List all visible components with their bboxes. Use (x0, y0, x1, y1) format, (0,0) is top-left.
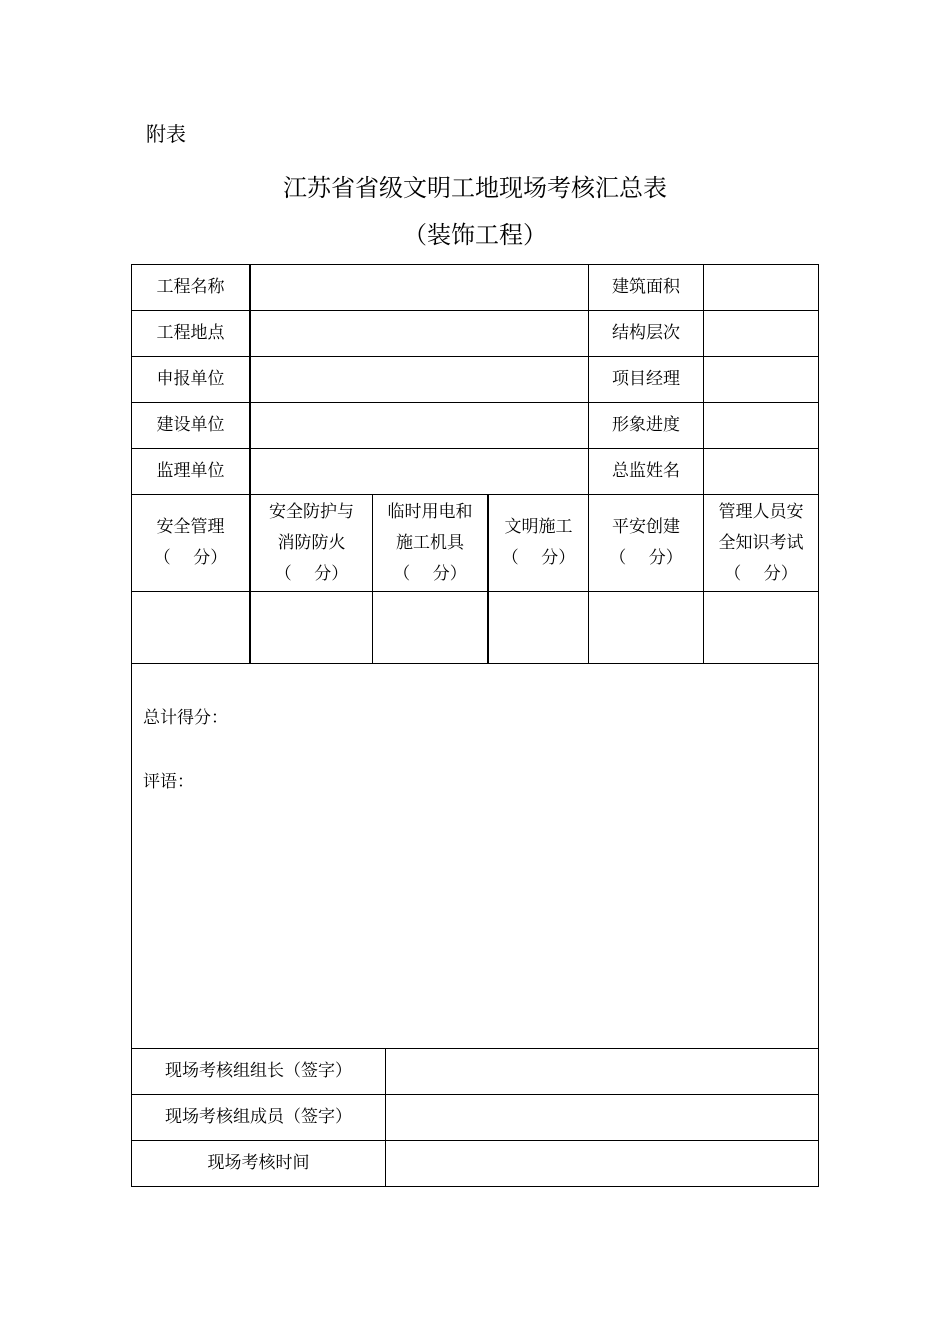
score-safety-management[interactable] (132, 592, 249, 663)
score-safety-protection-fire[interactable] (251, 592, 372, 663)
label-project-location: 工程地点 (156, 323, 225, 343)
label-assessment-time: 现场考核时间 (207, 1153, 310, 1173)
form-subtitle: （装饰工程） (403, 221, 547, 249)
field-progress[interactable] (704, 403, 818, 448)
field-applicant-unit[interactable] (251, 357, 588, 402)
label-project-manager: 项目经理 (612, 369, 680, 389)
label-chief-supervisor: 总监姓名 (612, 461, 680, 481)
header-temporary-power-machinery (373, 495, 487, 591)
header-line: （ 分） (724, 563, 798, 584)
header-civilized-construction (489, 495, 588, 591)
table-border-bottom (131, 1186, 819, 1187)
label-applicant-unit: 申报单位 (156, 369, 225, 389)
header-line: （ 分） (274, 563, 349, 584)
field-supervision-unit[interactable] (251, 449, 588, 494)
header-line: 临时用电和 (387, 501, 473, 522)
header-line: 安全管理 (156, 517, 225, 537)
field-project-manager[interactable] (704, 357, 818, 402)
header-safe-creation (589, 495, 703, 591)
header-line: 平安创建 (612, 517, 680, 537)
label-progress: 形象进度 (612, 415, 680, 435)
score-safe-creation[interactable] (589, 592, 703, 663)
label-supervision-unit: 监理单位 (156, 461, 225, 481)
label-building-area: 建筑面积 (612, 277, 680, 297)
score-staff-safety-exam[interactable] (704, 592, 818, 663)
label-team-member-signature: 现场考核组成员（签字） (165, 1107, 352, 1127)
field-construction-unit[interactable] (251, 403, 588, 448)
label-structure-floors: 结构层次 (612, 323, 680, 343)
score-temporary-power-machinery[interactable] (373, 592, 487, 663)
field-team-leader-signature[interactable] (386, 1049, 818, 1094)
header-line: 施工机具 (396, 532, 464, 553)
table-border-right (818, 264, 819, 1187)
header-staff-safety-exam (704, 495, 818, 591)
header-line: （ 分） (153, 548, 228, 568)
comment-label: 评语： (143, 772, 194, 792)
field-project-location[interactable] (251, 311, 588, 356)
header-line: 安全防护与 (269, 501, 354, 522)
score-civilized-construction[interactable] (489, 592, 588, 663)
header-line: 消防防火 (277, 532, 346, 553)
header-line: （ 分） (393, 563, 467, 584)
header-line: 全知识考试 (718, 532, 804, 553)
header-safety-protection-fire (251, 495, 372, 591)
field-project-name[interactable] (251, 265, 588, 310)
field-structure-floors[interactable] (704, 311, 818, 356)
comment-area[interactable] (132, 664, 818, 1048)
field-chief-supervisor[interactable] (704, 449, 818, 494)
header-line: （ 分） (501, 548, 576, 568)
header-line: （ 分） (609, 548, 683, 568)
header-safety-management (132, 495, 249, 591)
attachment-label: 附表 (146, 122, 186, 146)
field-building-area[interactable] (704, 265, 818, 310)
form-title: 江苏省省级文明工地现场考核汇总表 (283, 174, 667, 202)
field-team-member-signature[interactable] (386, 1095, 818, 1140)
header-line: 文明施工 (504, 517, 573, 537)
label-construction-unit: 建设单位 (156, 415, 225, 435)
label-team-leader-signature: 现场考核组组长（签字） (165, 1061, 352, 1081)
header-line: 管理人员安 (718, 501, 804, 522)
label-project-name: 工程名称 (156, 277, 225, 297)
total-score-label: 总计得分： (143, 708, 228, 728)
field-assessment-time[interactable] (386, 1141, 818, 1186)
